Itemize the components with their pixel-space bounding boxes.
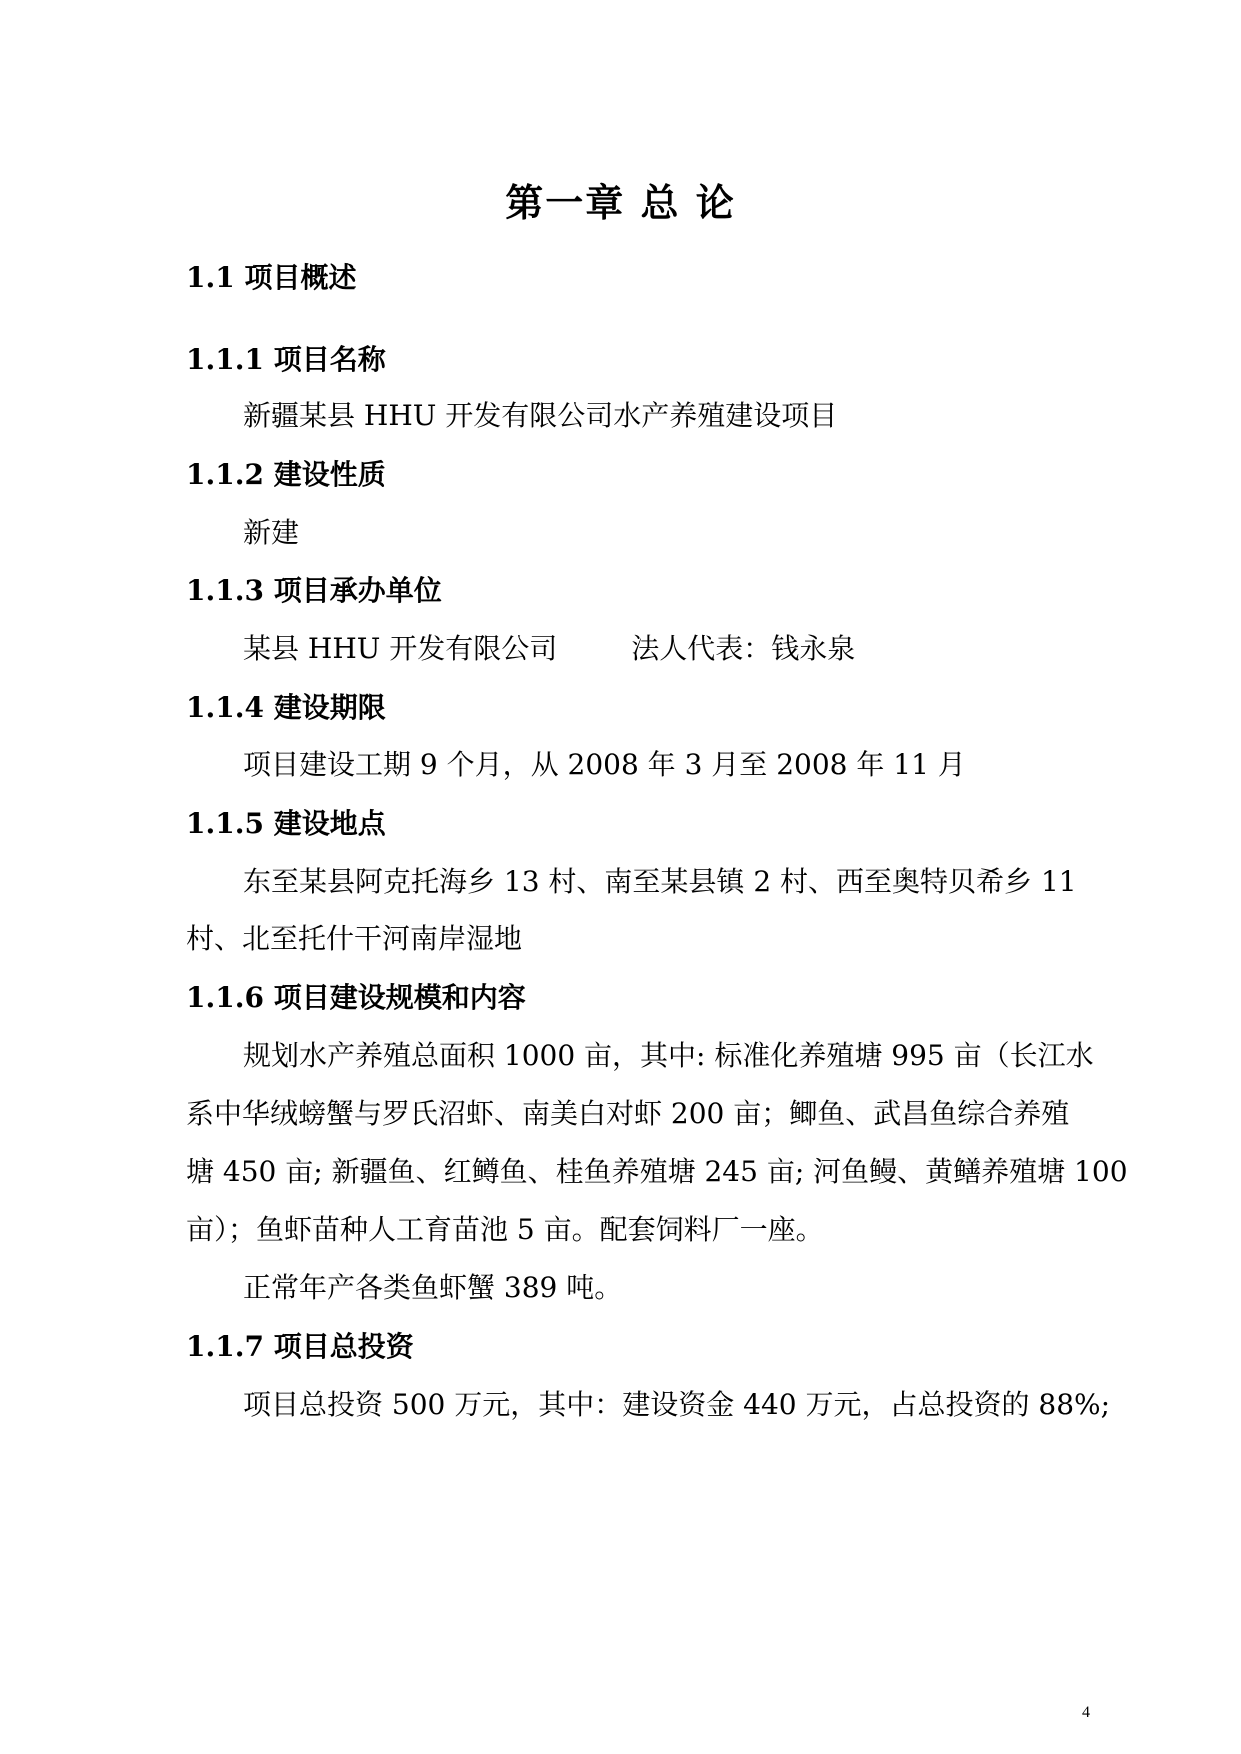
section-heading-1-1-3: 1.1.3 项目承办单位 (186, 574, 442, 607)
construction-nature-text: 新建 (243, 516, 300, 549)
legal-representative-text: 法人代表：钱永泉 (631, 632, 856, 665)
section-heading-1-1: 1.1 项目概述 (186, 261, 357, 294)
project-name-text: 新疆某县 HHU 开发有限公司水产养殖建设项目 (243, 399, 838, 432)
section-heading-1-1-6: 1.1.6 项目建设规模和内容 (186, 981, 526, 1014)
scale-content-line-1: 规划水产养殖总面积 1000 亩，其中: 标准化养殖塘 995 亩（长江水 (243, 1039, 1094, 1072)
construction-period-text: 项目建设工期 9 个月，从 2008 年 3 月至 2008 年 11 月 (243, 748, 966, 781)
section-heading-1-1-5: 1.1.5 建设地点 (186, 807, 386, 840)
section-heading-1-1-2: 1.1.2 建设性质 (186, 458, 386, 491)
company-name-text: 某县 HHU 开发有限公司 (243, 632, 558, 665)
location-text-line-1: 东至某县阿克托海乡 13 村、南至某县镇 2 村、西至奥特贝希乡 11 (243, 865, 1077, 898)
section-heading-1-1-1: 1.1.1 项目名称 (186, 343, 386, 376)
location-text-line-2: 村、北至托什干河南岸湿地 (186, 922, 523, 955)
page-number: 4 (1082, 1704, 1090, 1721)
section-heading-1-1-4: 1.1.4 建设期限 (186, 691, 386, 724)
scale-content-line-4: 亩）；鱼虾苗种人工育苗池 5 亩。配套饲料厂一座。 (186, 1213, 824, 1246)
scale-content-line-3: 塘 450 亩; 新疆鱼、红鳟鱼、桂鱼养殖塘 245 亩; 河鱼鳗、黄鳝养殖塘 100 (186, 1155, 1128, 1188)
section-heading-1-1-7: 1.1.7 项目总投资 (186, 1330, 414, 1363)
total-investment-text: 项目总投资 500 万元，其中：建设资金 440 万元，占总投资的 88%; (243, 1388, 1111, 1421)
undertaking-unit-line (243, 629, 855, 669)
scale-content-line-2: 系中华绒螃蟹与罗氏沼虾、南美白对虾 200 亩；鲫鱼、武昌鱼综合养殖 (186, 1097, 1070, 1130)
annual-production-text: 正常年产各类鱼虾蟹 389 吨。 (243, 1271, 623, 1304)
chapter-title: 第一章 总 论 (505, 180, 736, 225)
